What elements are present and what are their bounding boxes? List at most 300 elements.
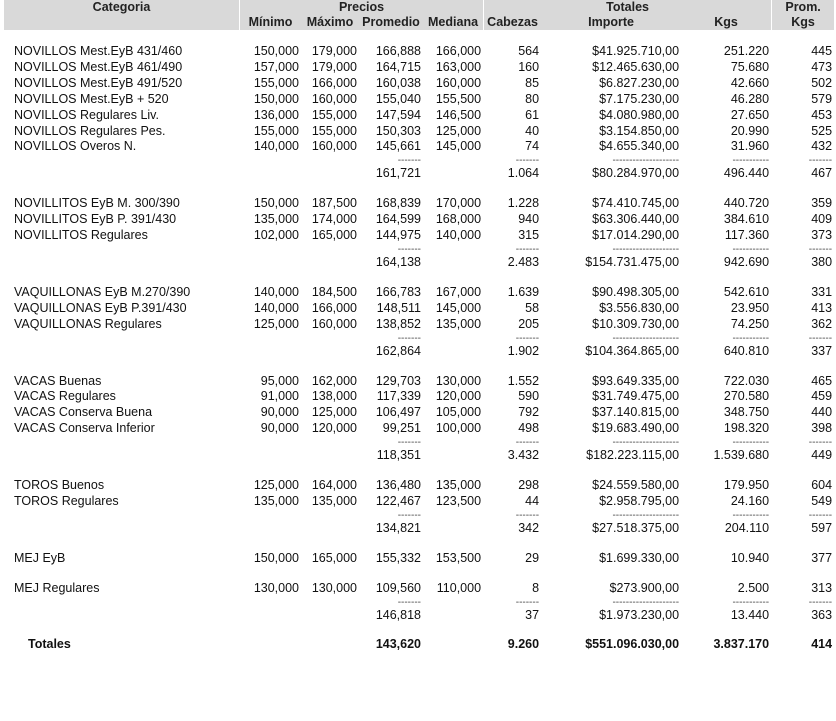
empty-cell [239, 244, 301, 255]
subtotal-kgs: 13.440 [730, 607, 770, 622]
prom-kgs-value: 409 [811, 212, 833, 227]
importe-value: $6.827.230,00 [599, 75, 680, 90]
cabezas-value: 40 [525, 123, 540, 138]
kgs-value: 10.940 [730, 550, 770, 565]
promedio-value: 99,251 [382, 421, 421, 436]
prom-kgs-value: 579 [811, 91, 833, 106]
importe-value: $3.154.850,00 [599, 123, 680, 138]
kgs-value: 440.720 [723, 196, 770, 211]
spacer-row [4, 464, 834, 478]
table-row [4, 76, 834, 92]
subtotal-row [4, 448, 834, 464]
importe-value: $93.649.335,00 [592, 373, 680, 388]
dash-separator: ------- [397, 437, 421, 449]
spacer-cell [4, 537, 834, 551]
dash-separator: ----------- [732, 155, 770, 167]
category-name: VAQUILLONAS EyB M.270/390 [14, 284, 191, 299]
subtotal-prom-kgs: 363 [811, 607, 833, 622]
promedio-value: 164,599 [375, 212, 421, 227]
separator-row [4, 437, 834, 448]
header-prom-kgs: Kgs [771, 15, 834, 30]
subtotal-kgs: 942.690 [723, 254, 770, 269]
kgs-value: 270.580 [723, 389, 770, 404]
maximo-value: 160,000 [311, 139, 357, 154]
minimo-value: 91,000 [260, 389, 299, 404]
cabezas-value: 1.552 [507, 373, 540, 388]
minimo-value: 140,000 [253, 139, 299, 154]
importe-value: $2.958.795,00 [599, 493, 680, 508]
empty-cell [423, 333, 483, 344]
empty-cell [301, 333, 359, 344]
empty-cell [4, 608, 239, 624]
table-row [4, 317, 834, 333]
prom-kgs-value: 373 [811, 228, 833, 243]
dash-separator: ------- [515, 332, 540, 344]
mediana-value: 145,000 [435, 300, 482, 315]
empty-cell [301, 166, 359, 182]
maximo-value: 165,000 [311, 550, 357, 565]
empty-cell [239, 637, 301, 653]
table-row [4, 405, 834, 421]
header-cabezas: Cabezas [483, 15, 541, 30]
subtotal-promedio: 118,351 [376, 448, 421, 463]
empty-cell [239, 344, 301, 360]
cabezas-value: 8 [532, 580, 540, 595]
minimo-value: 150,000 [253, 196, 299, 211]
maximo-value: 187,500 [311, 196, 357, 211]
cabezas-value: 44 [525, 493, 540, 508]
subtotal-row [4, 255, 834, 271]
subtotal-importe: $154.731.475,00 [585, 254, 680, 269]
maximo-value: 155,000 [311, 107, 357, 122]
separator-row [4, 510, 834, 521]
minimo-value: 140,000 [253, 284, 299, 299]
spacer-cell [4, 464, 834, 478]
mediana-value: 105,000 [435, 405, 482, 420]
cabezas-value: 74 [525, 139, 540, 154]
category-name: MEJ Regulares [14, 580, 100, 595]
empty-cell [423, 637, 483, 653]
empty-cell [301, 344, 359, 360]
spacer-row [4, 30, 834, 44]
dash-separator: ------- [808, 332, 833, 344]
empty-cell [301, 521, 359, 537]
empty-cell [4, 448, 239, 464]
prom-kgs-value: 604 [811, 478, 833, 493]
empty-cell [239, 155, 301, 166]
maximo-value: 179,000 [311, 59, 357, 74]
minimo-value: 95,000 [260, 373, 299, 388]
spacer-cell [4, 182, 834, 196]
header-mediana: Mediana [423, 15, 483, 30]
cabezas-value: 61 [525, 107, 540, 122]
prom-kgs-value: 331 [811, 284, 833, 299]
subtotal-prom-kgs: 597 [811, 520, 833, 535]
dash-separator: -------------------- [612, 332, 680, 344]
importe-value: $19.683.490,00 [592, 421, 680, 436]
prom-kgs-value: 359 [811, 196, 833, 211]
empty-cell [4, 333, 239, 344]
empty-cell [4, 597, 239, 608]
dash-separator: ------- [515, 509, 540, 521]
table-row [4, 60, 834, 76]
kgs-value: 348.750 [723, 405, 770, 420]
mediana-value: 166,000 [435, 44, 482, 58]
subtotal-cabezas: 1.902 [507, 343, 540, 358]
empty-cell [423, 244, 483, 255]
subtotal-importe: $27.518.375,00 [592, 520, 680, 535]
minimo-value: 135,000 [253, 493, 299, 508]
maximo-value: 174,000 [311, 212, 357, 227]
minimo-value: 125,000 [253, 478, 299, 493]
spacer-cell [4, 567, 834, 581]
subtotal-cabezas: 1.064 [507, 166, 540, 181]
table-row [4, 285, 834, 301]
empty-cell [301, 637, 359, 653]
table-row [4, 581, 834, 597]
cabezas-value: 298 [518, 478, 540, 493]
spacer-cell [4, 30, 834, 44]
subtotal-kgs: 204.110 [724, 520, 770, 535]
mediana-value: 135,000 [435, 316, 482, 331]
subtotal-importe: $182.223.115,00 [586, 448, 680, 463]
minimo-value: 90,000 [260, 405, 299, 420]
category-name: TOROS Buenos [14, 478, 105, 493]
empty-cell [423, 437, 483, 448]
empty-cell [239, 448, 301, 464]
prom-kgs-value: 445 [811, 44, 833, 58]
empty-cell [423, 155, 483, 166]
mediana-value: 163,000 [435, 59, 482, 74]
empty-cell [4, 244, 239, 255]
promedio-value: 145,661 [375, 139, 421, 154]
empty-cell [423, 521, 483, 537]
dash-separator: ------- [515, 437, 540, 449]
header-promedio: Promedio [359, 15, 423, 30]
promedio-value: 166,888 [375, 44, 421, 58]
totals-prom-kgs: 414 [811, 637, 833, 652]
cabezas-value: 1.228 [507, 196, 540, 211]
maximo-value: 166,000 [311, 300, 357, 315]
table-row [4, 478, 834, 494]
spacer-row [4, 537, 834, 551]
importe-value: $24.559.580,00 [592, 478, 680, 493]
cabezas-value: 498 [518, 421, 540, 436]
empty-cell [239, 333, 301, 344]
dash-separator: ----------- [732, 509, 770, 521]
dash-separator: ----------- [732, 596, 770, 608]
importe-value: $90.498.305,00 [592, 284, 680, 299]
kgs-value: 46.280 [730, 91, 770, 106]
subtotal-importe: $80.284.970,00 [592, 166, 680, 181]
separator-row [4, 333, 834, 344]
maximo-value: 155,000 [311, 123, 357, 138]
kgs-value: 179.950 [723, 478, 770, 493]
kgs-value: 27.650 [730, 107, 770, 122]
empty-cell [4, 437, 239, 448]
subtotal-kgs: 496.440 [723, 166, 770, 181]
header-prom: Prom. [771, 0, 834, 15]
promedio-value: 150,303 [375, 123, 421, 138]
empty-cell [239, 608, 301, 624]
empty-cell [301, 597, 359, 608]
dash-separator: ------- [515, 596, 540, 608]
promedio-value: 155,040 [375, 91, 421, 106]
kgs-value: 42.660 [730, 75, 770, 90]
mediana-value: 123,500 [435, 493, 482, 508]
promedio-value: 147,594 [375, 107, 421, 122]
mediana-value: 155,500 [435, 91, 482, 106]
minimo-value: 130,000 [253, 580, 299, 595]
kgs-value: 542.610 [723, 284, 770, 299]
dash-separator: -------------------- [612, 243, 680, 255]
empty-cell [301, 255, 359, 271]
empty-cell [4, 521, 239, 537]
cabezas-value: 160 [518, 59, 540, 74]
dash-separator: ------- [397, 596, 421, 608]
subtotal-cabezas: 342 [518, 520, 540, 535]
minimo-value: 90,000 [260, 421, 299, 436]
table-row [4, 494, 834, 510]
prom-kgs-value: 459 [811, 389, 833, 404]
mediana-value: 140,000 [435, 228, 482, 243]
table-row [4, 108, 834, 124]
spacer-cell [4, 360, 834, 374]
maximo-value: 165,000 [311, 228, 357, 243]
prom-kgs-value: 549 [811, 493, 833, 508]
mediana-value: 160,000 [435, 75, 482, 90]
category-name: NOVILLOS Mest.EyB + 520 [14, 91, 169, 106]
header-kgs: Kgs [681, 15, 771, 30]
mediana-value: 168,000 [435, 212, 482, 227]
category-name: VACAS Buenas [14, 373, 102, 388]
separator-row [4, 244, 834, 255]
dash-separator: ------- [808, 243, 833, 255]
dash-separator: ------- [808, 509, 833, 521]
importe-value: $4.080.980,00 [599, 107, 680, 122]
importe-value: $12.465.630,00 [592, 59, 680, 74]
category-name: VAQUILLONAS Regulares [14, 316, 162, 331]
empty-cell [301, 608, 359, 624]
minimo-value: 102,000 [253, 228, 299, 243]
empty-cell [4, 344, 239, 360]
importe-value: $63.306.440,00 [592, 212, 680, 227]
mediana-value: 145,000 [435, 139, 482, 154]
table-row [4, 124, 834, 140]
importe-value: $273.900,00 [609, 580, 680, 595]
header-maximo: Máximo [301, 15, 359, 30]
empty-cell [239, 437, 301, 448]
subtotal-prom-kgs: 467 [811, 166, 833, 181]
category-name: VACAS Regulares [14, 389, 116, 404]
spacer-row [4, 567, 834, 581]
empty-cell [239, 597, 301, 608]
promedio-value: 106,497 [375, 405, 421, 420]
spacer-row [4, 623, 834, 637]
dash-separator: ------- [397, 509, 421, 521]
empty-cell [423, 166, 483, 182]
minimo-value: 150,000 [253, 91, 299, 106]
maximo-value: 120,000 [311, 421, 357, 436]
category-name: NOVILLITOS EyB M. 300/390 [14, 196, 180, 211]
table-row [4, 196, 834, 212]
maximo-value: 166,000 [311, 75, 357, 90]
empty-cell [423, 608, 483, 624]
empty-cell [239, 521, 301, 537]
category-name: NOVILLOS Mest.EyB 461/490 [14, 59, 183, 74]
table-row [4, 301, 834, 317]
subtotal-row [4, 166, 834, 182]
market-summary-table [4, 0, 834, 653]
subtotal-promedio: 162,864 [375, 343, 421, 358]
table-row [4, 389, 834, 405]
importe-value: $7.175.230,00 [599, 91, 680, 106]
prom-kgs-value: 440 [811, 405, 833, 420]
empty-cell [301, 437, 359, 448]
mediana-value: 167,000 [435, 284, 482, 299]
totals-kgs: 3.837.170 [713, 637, 770, 652]
category-name: VACAS Conserva Inferior [14, 421, 155, 436]
empty-cell [423, 344, 483, 360]
importe-value: $31.749.475,00 [592, 389, 680, 404]
category-name: VACAS Conserva Buena [14, 405, 153, 420]
promedio-value: 166,783 [375, 284, 421, 299]
category-name: MEJ EyB [14, 550, 66, 565]
kgs-value: 251.220 [723, 44, 770, 58]
subtotal-kgs: 1.539.680 [713, 448, 770, 463]
promedio-value: 144,975 [375, 228, 421, 243]
kgs-value: 384.610 [723, 212, 770, 227]
header-blank [4, 15, 239, 30]
dash-separator: ------- [515, 155, 540, 167]
subtotal-prom-kgs: 337 [811, 343, 833, 358]
dash-separator: ------- [515, 243, 540, 255]
empty-cell [4, 255, 239, 271]
spacer-row [4, 182, 834, 196]
subtotal-promedio: 164,138 [375, 254, 421, 269]
empty-cell [239, 510, 301, 521]
subtotal-importe: $1.973.230,00 [599, 607, 680, 622]
header-minimo: Mínimo [239, 15, 301, 30]
promedio-value: 109,560 [375, 580, 421, 595]
importe-value: $4.655.340,00 [599, 139, 680, 154]
promedio-value: 160,038 [375, 75, 421, 90]
category-name: NOVILLOS Overos N. [14, 139, 137, 154]
empty-cell [4, 510, 239, 521]
dash-separator: ------- [808, 596, 833, 608]
maximo-value: 138,000 [311, 389, 357, 404]
subtotal-promedio: 146,818 [375, 607, 421, 622]
category-name: TOROS Regulares [14, 493, 119, 508]
maximo-value: 164,000 [311, 478, 357, 493]
subtotal-promedio: 134,821 [375, 520, 421, 535]
spacer-row [4, 271, 834, 285]
maximo-value: 130,000 [311, 580, 357, 595]
dash-separator: ------- [808, 437, 833, 449]
prom-kgs-value: 453 [811, 107, 833, 122]
promedio-value: 155,332 [375, 550, 421, 565]
empty-cell [4, 166, 239, 182]
table-body [4, 30, 834, 653]
dash-separator: ----------- [732, 437, 770, 449]
empty-cell [423, 255, 483, 271]
promedio-value: 122,467 [375, 493, 421, 508]
maximo-value: 160,000 [311, 91, 357, 106]
empty-cell [301, 510, 359, 521]
cabezas-value: 792 [518, 405, 540, 420]
table-row [4, 212, 834, 228]
promedio-value: 136,480 [375, 478, 421, 493]
spacer-cell [4, 623, 834, 637]
promedio-value: 129,703 [375, 373, 421, 388]
dash-separator: -------------------- [612, 509, 680, 521]
subtotal-prom-kgs: 449 [811, 448, 833, 463]
importe-value: $37.140.815,00 [592, 405, 680, 420]
maximo-value: 184,500 [311, 284, 357, 299]
header-precios: Precios [239, 0, 483, 15]
dash-separator: -------------------- [612, 437, 680, 449]
cabezas-value: 1.639 [507, 284, 540, 299]
promedio-value: 164,715 [375, 59, 421, 74]
table-row [4, 44, 834, 60]
importe-value: $17.014.290,00 [592, 228, 680, 243]
prom-kgs-value: 465 [811, 373, 833, 388]
empty-cell [239, 255, 301, 271]
promedio-value: 168,839 [375, 196, 421, 211]
cabezas-value: 58 [525, 300, 540, 315]
subtotal-row [4, 521, 834, 537]
dash-separator: ------- [397, 332, 421, 344]
dash-separator: ----------- [732, 243, 770, 255]
prom-kgs-value: 362 [811, 316, 833, 331]
maximo-value: 162,000 [311, 373, 357, 388]
mediana-value: 146,500 [435, 107, 482, 122]
prom-kgs-value: 473 [811, 59, 833, 74]
separator-row [4, 597, 834, 608]
subtotal-cabezas: 2.483 [507, 254, 540, 269]
empty-cell [301, 155, 359, 166]
mediana-value: 130,000 [435, 373, 482, 388]
cabezas-value: 29 [525, 550, 540, 565]
empty-cell [423, 597, 483, 608]
kgs-value: 75.680 [730, 59, 770, 74]
category-name: NOVILLOS Mest.EyB 491/520 [14, 75, 183, 90]
table-row [4, 551, 834, 567]
table-row [4, 421, 834, 437]
header-importe: Importe [541, 15, 681, 30]
promedio-value: 117,339 [376, 389, 421, 404]
kgs-value: 20.990 [730, 123, 770, 138]
cabezas-value: 80 [525, 91, 540, 106]
dash-separator: ------- [397, 155, 421, 167]
table-row [4, 92, 834, 108]
kgs-value: 74.250 [730, 316, 770, 331]
subtotal-row [4, 344, 834, 360]
importe-value: $41.925.710,00 [592, 44, 680, 58]
maximo-value: 160,000 [311, 316, 357, 331]
table-row [4, 374, 834, 390]
kgs-value: 198.320 [723, 421, 770, 436]
header-totales: Totales [483, 0, 771, 15]
empty-cell [423, 510, 483, 521]
kgs-value: 722.030 [723, 373, 770, 388]
separator-row [4, 155, 834, 166]
mediana-value: 125,000 [435, 123, 482, 138]
subtotal-cabezas: 37 [525, 607, 540, 622]
cabezas-value: 590 [518, 389, 540, 404]
minimo-value: 150,000 [253, 44, 299, 58]
minimo-value: 140,000 [253, 300, 299, 315]
